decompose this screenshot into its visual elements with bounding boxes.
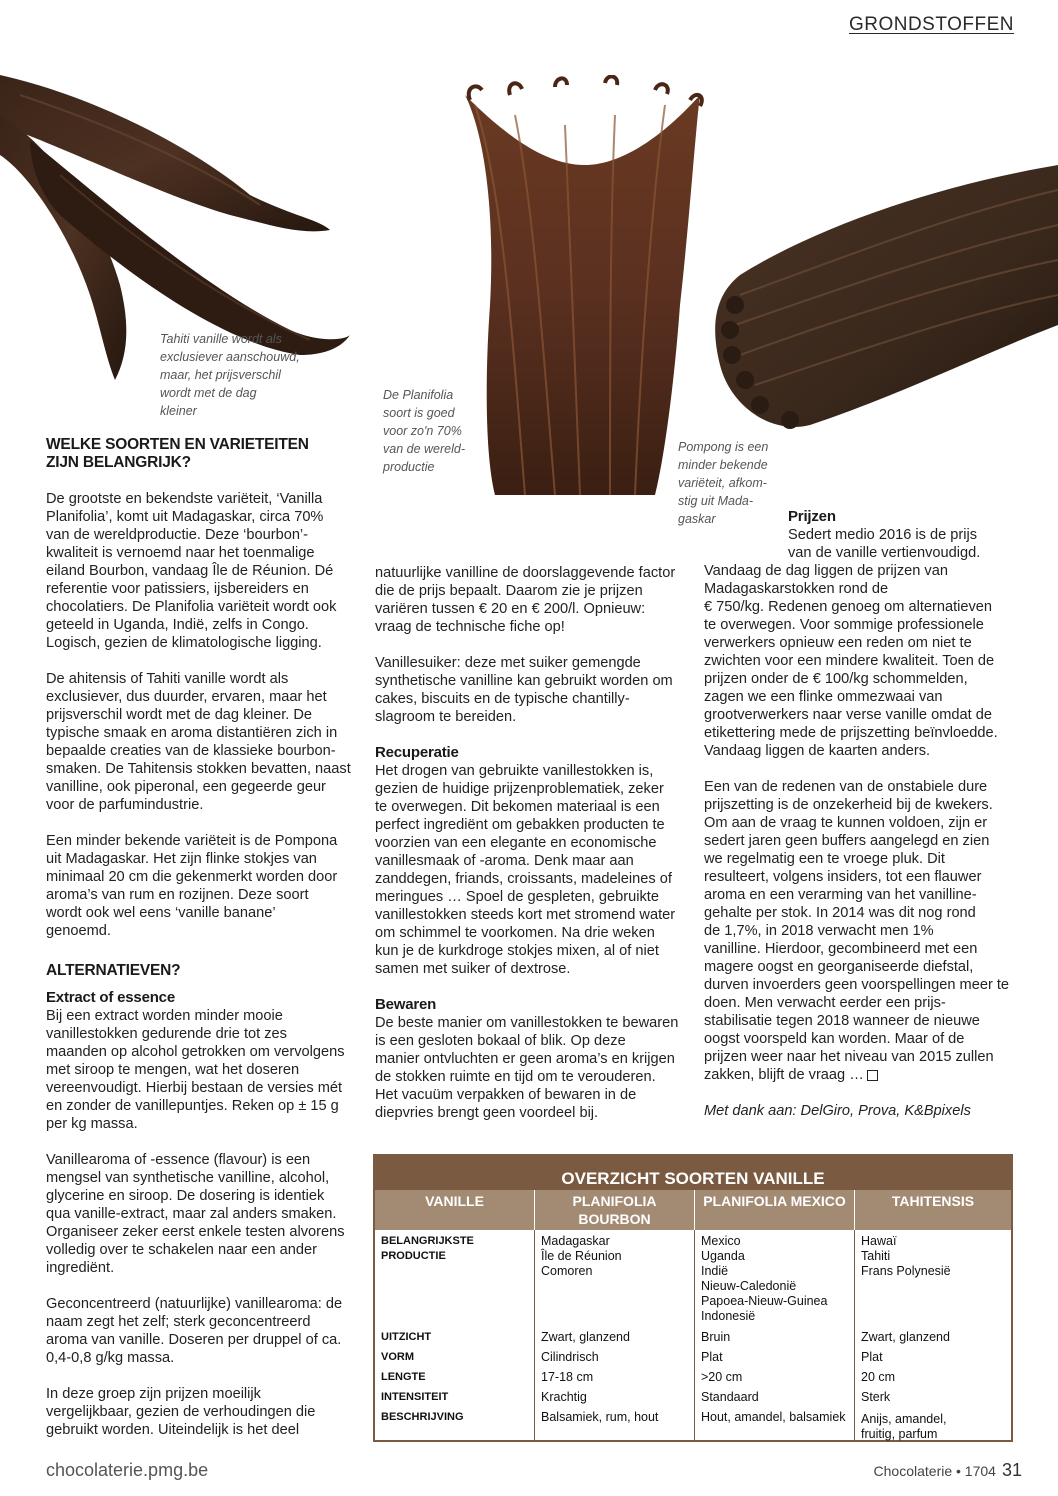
- paragraph: [375, 1014, 685, 1122]
- header-label: VANILLE: [425, 1193, 484, 1209]
- table-title: OVERZICHT SOORTEN VANILLE: [375, 1156, 1011, 1190]
- text-line: referentie voor patissiers, ijsbereiders en: [46, 581, 309, 597]
- text-line: Om aan de vraag te kunnen voldoen, zijn er: [704, 815, 988, 831]
- paragraph: [46, 1007, 354, 1133]
- table-column-labels: [375, 1230, 535, 1440]
- text-line: Vanillesuiker: deze met suiker gemengde: [375, 655, 641, 671]
- footer-website-link[interactable]: chocolaterie.pmg.be: [46, 1460, 209, 1480]
- text-line: aroma van vanille. Doseren per druppel of ca.: [46, 1332, 342, 1348]
- cell-line: Mexico: [701, 1234, 741, 1248]
- text-line: kwaliteit is vernoemd naar het toenmalige: [46, 545, 315, 561]
- heading-line: WELKE SOORTEN EN VARIETEITEN: [46, 436, 309, 453]
- caption-line: De Planifolia: [383, 388, 454, 402]
- text-line: Het vacuüm verpakken of bewaren in de: [375, 1087, 637, 1103]
- text-line: ingrediënt.: [46, 1260, 115, 1276]
- text-line: kun je de kurkdroge stokjes mixen, al of niet: [375, 943, 659, 959]
- cell-line: Île de Réunion: [541, 1249, 622, 1263]
- text-line: sedert jaren geen buffers aangelegd en zien: [704, 833, 990, 849]
- caption-line: Pompong is een: [678, 440, 769, 454]
- cell-line: Nieuw-Caledonië: [701, 1279, 797, 1293]
- end-mark-icon: [867, 1070, 878, 1081]
- cell-line: Indonesië: [701, 1309, 756, 1323]
- caption-planifolia: [383, 386, 465, 476]
- text-line: aroma en een verarming van het vanilline-: [704, 887, 977, 903]
- cell-beschrijving: [861, 1412, 946, 1442]
- text-line: durven invoerders geen voorspellingen meer te: [704, 977, 1010, 993]
- cell-intensiteit: Standaard: [701, 1390, 759, 1404]
- caption-line: Tahiti vanille wordt als: [160, 332, 282, 346]
- header-label: TAHITENSIS: [891, 1193, 975, 1209]
- paragraph: [375, 762, 685, 978]
- text-line: met siroop te mengen, wat het doseren: [46, 1062, 300, 1078]
- header-label: PLANIFOLIA BOURBON: [572, 1193, 657, 1227]
- text-line: qua vanille-extract, maar zal anders smaken.: [46, 1206, 337, 1222]
- text-line: van de wereldproductie. Deze ‘bourbon’-: [46, 527, 309, 543]
- text-line: te overwegen. Dit bekomen materiaal is een: [375, 799, 660, 815]
- text-line: manier ontvluchten er geen aroma’s en krijgen: [375, 1051, 675, 1067]
- text-line: vereenvoudigt. Hierbij bestaan de versies mét: [46, 1080, 343, 1096]
- text-line: vraag de technische fiche op!: [375, 619, 565, 635]
- vanilla-bundle-right-image: [700, 165, 1058, 435]
- text-line: geteeld in Uganda, Indië, zelfs in Congo.: [46, 617, 309, 633]
- table-header-mexico: [695, 1190, 855, 1230]
- cell-vorm: Plat: [861, 1350, 883, 1364]
- label-line: PRODUCTIE: [381, 1250, 446, 1262]
- cell-line: Madagaskar: [541, 1234, 610, 1248]
- table-header-tahitensis: [855, 1190, 1011, 1230]
- paragraph: [375, 654, 685, 726]
- row-label-uitzicht: UITZICHT: [381, 1331, 432, 1343]
- text-line: Vanillearoma of -essence (flavour) is een: [46, 1152, 311, 1168]
- caption-line: soort is goed: [383, 406, 455, 420]
- text-line: vanillesmaak of -aroma. Denk maar aan: [375, 853, 634, 869]
- cell-productie: [861, 1234, 951, 1279]
- row-label-productie: [381, 1234, 474, 1264]
- text-line: vanilline, ook piperonal, een gegeerde geur: [46, 779, 326, 795]
- table-column-tahitensis: [855, 1230, 1011, 1440]
- table-column-mexico: [695, 1230, 855, 1440]
- text-line: volledig over te schakelen naar een ander: [46, 1242, 317, 1258]
- cell-lengte: 20 cm: [861, 1370, 896, 1384]
- heading-alternatives: ALTERNATIEVEN?: [46, 962, 181, 979]
- text-line: vanillestokken gedurende drie tot zes: [46, 1026, 287, 1042]
- text-line: maanden op alcohol getrokken om vervolgens: [46, 1044, 345, 1060]
- text-line: Sedert medio 2016 is de prijs: [788, 527, 978, 543]
- page-number: 31: [1001, 1460, 1022, 1480]
- text-line: meringues … Spoel de gespleten, gebruikte: [375, 889, 659, 905]
- cell-uitzicht: Zwart, glanzend: [861, 1330, 950, 1344]
- article-column-2: [375, 564, 685, 1122]
- text-line: € 750/kg. Redenen genoeg om alternatieven: [704, 599, 993, 615]
- subheading-extract: Extract of essence: [46, 989, 175, 1006]
- text-line: zanddegen, friands, croissants, madeleines of: [375, 871, 672, 887]
- cell-vorm: Plat: [701, 1350, 723, 1364]
- table-header-bourbon: [535, 1190, 695, 1230]
- text-line: gebruikt worden. Uiteindelijk is het deel: [46, 1422, 300, 1438]
- article-column-1: [46, 436, 354, 1439]
- row-label-vorm: VORM: [381, 1351, 414, 1363]
- heading-varieties: [46, 436, 354, 472]
- text-line: Bij een extract worden minder mooie: [46, 1008, 283, 1024]
- caption-line: wordt met de dag: [160, 386, 257, 400]
- text-line: Logisch, gezien de klimatologische ligging.: [46, 635, 322, 651]
- cell-productie: [541, 1234, 622, 1279]
- text-line: In deze groep zijn prijzen moeilijk: [46, 1386, 261, 1402]
- text-line: vanilline. Hierdoor, gecombineerd met een: [704, 941, 978, 957]
- text-line: slagroom te bereiden.: [375, 709, 517, 725]
- subheading-prijzen: Prijzen: [788, 508, 836, 525]
- text-line: chocolatiers. De Planifolia variëteit wordt ook: [46, 599, 337, 615]
- paragraph: [46, 1295, 354, 1367]
- text-line: prijzen onder de € 100/kg schommelden,: [704, 671, 968, 687]
- cell-uitzicht: Zwart, glanzend: [541, 1330, 630, 1344]
- header-label: PLANIFOLIA MEXICO: [703, 1193, 846, 1209]
- cell-line: Indië: [701, 1264, 729, 1278]
- heading-line: ZIJN BELANGRIJK?: [46, 454, 191, 471]
- text-line: [704, 1066, 1013, 1084]
- text-line: De beste manier om vanillestokken te bewaren: [375, 1015, 679, 1031]
- text-line: variëren tussen € 20 en € 200/l. Opnieuw:: [375, 601, 646, 617]
- text-line: vanillestokken steeds kort met stromend water: [375, 907, 676, 923]
- cell-line: Hawaï: [861, 1234, 897, 1248]
- caption-tahiti: [160, 330, 300, 420]
- text-line: diepvries brengt geen voordeel bij.: [375, 1105, 599, 1121]
- paragraph: [704, 778, 1013, 1084]
- cell-line: Tahiti: [861, 1249, 891, 1263]
- table-header-row: [375, 1190, 1011, 1230]
- text-line: te overwegen. Voor sommige professionele: [704, 617, 984, 633]
- paragraph: [46, 490, 354, 652]
- caption-line: stig uit Mada-: [678, 494, 754, 508]
- text-line: stabilisatie tegen 2018 wanneer de nieuwe: [704, 1013, 980, 1029]
- text-line: minimaal 20 cm die gekenmerkt worden door: [46, 869, 338, 885]
- issue-label: Chocolaterie • 1704: [873, 1463, 996, 1479]
- text-line: eiland Bourbon, vandaag Île de Réunion. Dé: [46, 563, 334, 579]
- subheading-bewaren: Bewaren: [375, 996, 437, 1013]
- text-line: Planifolia’, komt uit Madagaskar, circa 70%: [46, 509, 324, 525]
- paragraph: [46, 1151, 354, 1277]
- text-line: de stokken ruimte en tijd om te verouderen.: [375, 1069, 656, 1085]
- table-body: [375, 1230, 1011, 1440]
- credits: Met dank aan: DelGiro, Prova, K&Bpixels: [704, 1103, 971, 1119]
- text-line: Een minder bekende variëteit is de Pompona: [46, 833, 338, 849]
- table-column-bourbon: [535, 1230, 695, 1440]
- caption-line: voor zo'n 70%: [383, 424, 462, 438]
- cell-line: Uganda: [701, 1249, 745, 1263]
- text-line: vergelijkbaar, gezien de verhoudingen die: [46, 1404, 316, 1420]
- text-line: doen. Men verwacht eerder een prijs-: [704, 995, 946, 1011]
- text-line: van de vanille vertienvoudigd.: [788, 545, 981, 561]
- cell-uitzicht: Bruin: [701, 1330, 731, 1344]
- text-line: De grootste en bekendste variëteit, ‘Vanilla: [46, 491, 323, 507]
- text-line: Vandaag liggen de kaarten anders.: [704, 743, 931, 759]
- cell-lengte: >20 cm: [701, 1370, 743, 1384]
- paragraph: [46, 670, 354, 814]
- text-line: voor de parfumindustrie.: [46, 797, 204, 813]
- cell-line: Comoren: [541, 1264, 593, 1278]
- text-line: om schimmel te voorkomen. Na drie weken: [375, 925, 655, 941]
- cell-intensiteit: Sterk: [861, 1390, 891, 1404]
- row-label-lengte: LENGTE: [381, 1371, 426, 1383]
- table-header-vanille: [375, 1190, 535, 1230]
- text-line: en zonder de vanillepuntjes. Reken op ± 15 g: [46, 1098, 339, 1114]
- footer-issue: [874, 1460, 1022, 1481]
- paragraph: [46, 1385, 354, 1439]
- text-line: prijzen weer naar het niveau van 2015 zullen: [704, 1049, 994, 1065]
- caption-line: maar, het prijsverschil: [160, 368, 281, 382]
- text-line: cakes, biscuits en de typische chantilly-: [375, 691, 630, 707]
- paragraph: [704, 526, 1013, 760]
- text-line: etikettering mede de prijszetting beïnvloedde.: [704, 725, 998, 741]
- paragraph: [46, 832, 354, 940]
- text-line: oogst voorspeld kan worden. Maar of de: [704, 1031, 965, 1047]
- cell-line: fruitig, parfum: [861, 1427, 938, 1441]
- text-line: Organiseer zeker eerst enkele testen alvorens: [46, 1224, 345, 1240]
- caption-line: gaskar: [678, 512, 716, 526]
- text-line: De ahitensis of Tahiti vanille wordt als: [46, 671, 289, 687]
- text-line: naam zegt het zelf; sterk geconcentreerd: [46, 1314, 311, 1330]
- text-line: Het drogen van gebruikte vanillestokken is,: [375, 763, 654, 779]
- text-line: genoemd.: [46, 923, 111, 939]
- text-line: natuurlijke vanilline de doorslaggevende factor: [375, 565, 676, 581]
- text-line: mengsel van synthetische vanilline, alcohol,: [46, 1170, 330, 1186]
- text-line: Madagaskarstokken rond de: [704, 581, 889, 597]
- caption-line: kleiner: [160, 404, 197, 418]
- section-title: GRONDSTOFFEN: [848, 14, 1014, 35]
- text-line: smaken. De Tahitensis stokken bevatten, naast: [46, 761, 351, 777]
- text-line: synthetische vanilline kan gebruikt worden om: [375, 673, 673, 689]
- row-label-intensiteit: INTENSITEIT: [381, 1391, 449, 1403]
- subheading-recuperatie: Recuperatie: [375, 744, 459, 761]
- text-line: die de prijs bepaalt. Daarom zie je prijzen: [375, 583, 643, 599]
- text-line: typische smaak en aroma distantiëren zich in: [46, 725, 338, 741]
- text-line: prijsverschil wordt met de dag kleiner. De: [46, 707, 313, 723]
- caption-line: exclusiever aanschouwd,: [160, 350, 300, 364]
- text-line: grootverwerkers naar verse vanille omdat de: [704, 707, 992, 723]
- text-line: resulteert, volgens insiders, tot een flauwer: [704, 869, 982, 885]
- text-line: Geconcentreerd (natuurlijke) vanillearoma: de: [46, 1296, 343, 1312]
- cell-lengte: 17-18 cm: [541, 1370, 594, 1384]
- text-line: uit Madagaskar. Het zijn flinke stokjes van: [46, 851, 317, 867]
- cell-productie: [701, 1234, 827, 1324]
- cell-beschrijving: Balsamiek, rum, hout: [541, 1410, 659, 1424]
- text-line: glycerine en siroop. De dosering is identiek: [46, 1188, 325, 1204]
- row-label-beschrijving: BESCHRIJVING: [381, 1411, 464, 1423]
- text-line: verwerkers opnieuw een reden om niet te: [704, 635, 972, 651]
- vanilla-bundle-center-image: [455, 75, 705, 500]
- cell-beschrijving: Hout, amandel, balsamiek: [701, 1410, 846, 1424]
- caption-line: van de wereld-: [383, 442, 465, 456]
- caption-line: productie: [383, 460, 435, 474]
- text-line-end: zakken, blijft de vraag …: [704, 1067, 864, 1083]
- text-line: gehalte per stok. In 2014 was dit nog rond: [704, 905, 976, 921]
- cell-line: Anijs, amandel,: [861, 1412, 947, 1426]
- text-line: gezien de huidige prijzenproblematiek, zeker: [375, 781, 664, 797]
- text-line: 0,4-0,8 g/kg massa.: [46, 1350, 175, 1366]
- text-line: Een van de redenen van de onstabiele dure: [704, 779, 988, 795]
- text-line: exclusiever, dus duurder, ervaren, maar het: [46, 689, 327, 705]
- cell-vorm: Cilindrisch: [541, 1350, 599, 1364]
- paragraph: [375, 564, 685, 636]
- text-line: zagen we een flinke ommezwaai van: [704, 689, 943, 705]
- text-line: per kg massa.: [46, 1116, 138, 1132]
- text-line: samen met suiker of dextrose.: [375, 961, 571, 977]
- article-column-3: [704, 508, 1013, 1120]
- text-line: de 1,7%, in 2018 verwacht men 1%: [704, 923, 934, 939]
- text-line: is een gesloten bokaal of blik. Op deze: [375, 1033, 626, 1049]
- cell-line: Papoea-Nieuw-Guinea: [701, 1294, 828, 1308]
- cell-intensiteit: Krachtig: [541, 1390, 587, 1404]
- text-line: zwichten voor een mindere kwaliteit. Toen de: [704, 653, 995, 669]
- text-line: we regelmatig een te vroege pluk. Dit: [704, 851, 945, 867]
- varieties-table: [373, 1154, 1013, 1442]
- text-line: perfect ingrediënt om gebakken producten te: [375, 817, 665, 833]
- text-line: wordt ook wel eens ‘vanille banane’: [46, 905, 276, 921]
- text-line: bepaalde creaties van de klassieke bourbon-: [46, 743, 336, 759]
- text-line: magere oogst en georganiseerde diefstal,: [704, 959, 974, 975]
- caption-line: minder bekende: [678, 458, 768, 472]
- caption-line: variëteit, afkom-: [678, 476, 767, 490]
- cell-line: Frans Polynesië: [861, 1264, 951, 1278]
- text-line: Vandaag de dag liggen de prijzen van: [704, 563, 948, 579]
- text-line: prijszetting is de onzekerheid bij de kwekers.: [704, 797, 993, 813]
- text-line: aroma’s van rum en rozijnen. Deze soort: [46, 887, 309, 903]
- label-line: BELANGRIJKSTE: [381, 1235, 474, 1247]
- text-line: voorzien van een elegante en economische: [375, 835, 657, 851]
